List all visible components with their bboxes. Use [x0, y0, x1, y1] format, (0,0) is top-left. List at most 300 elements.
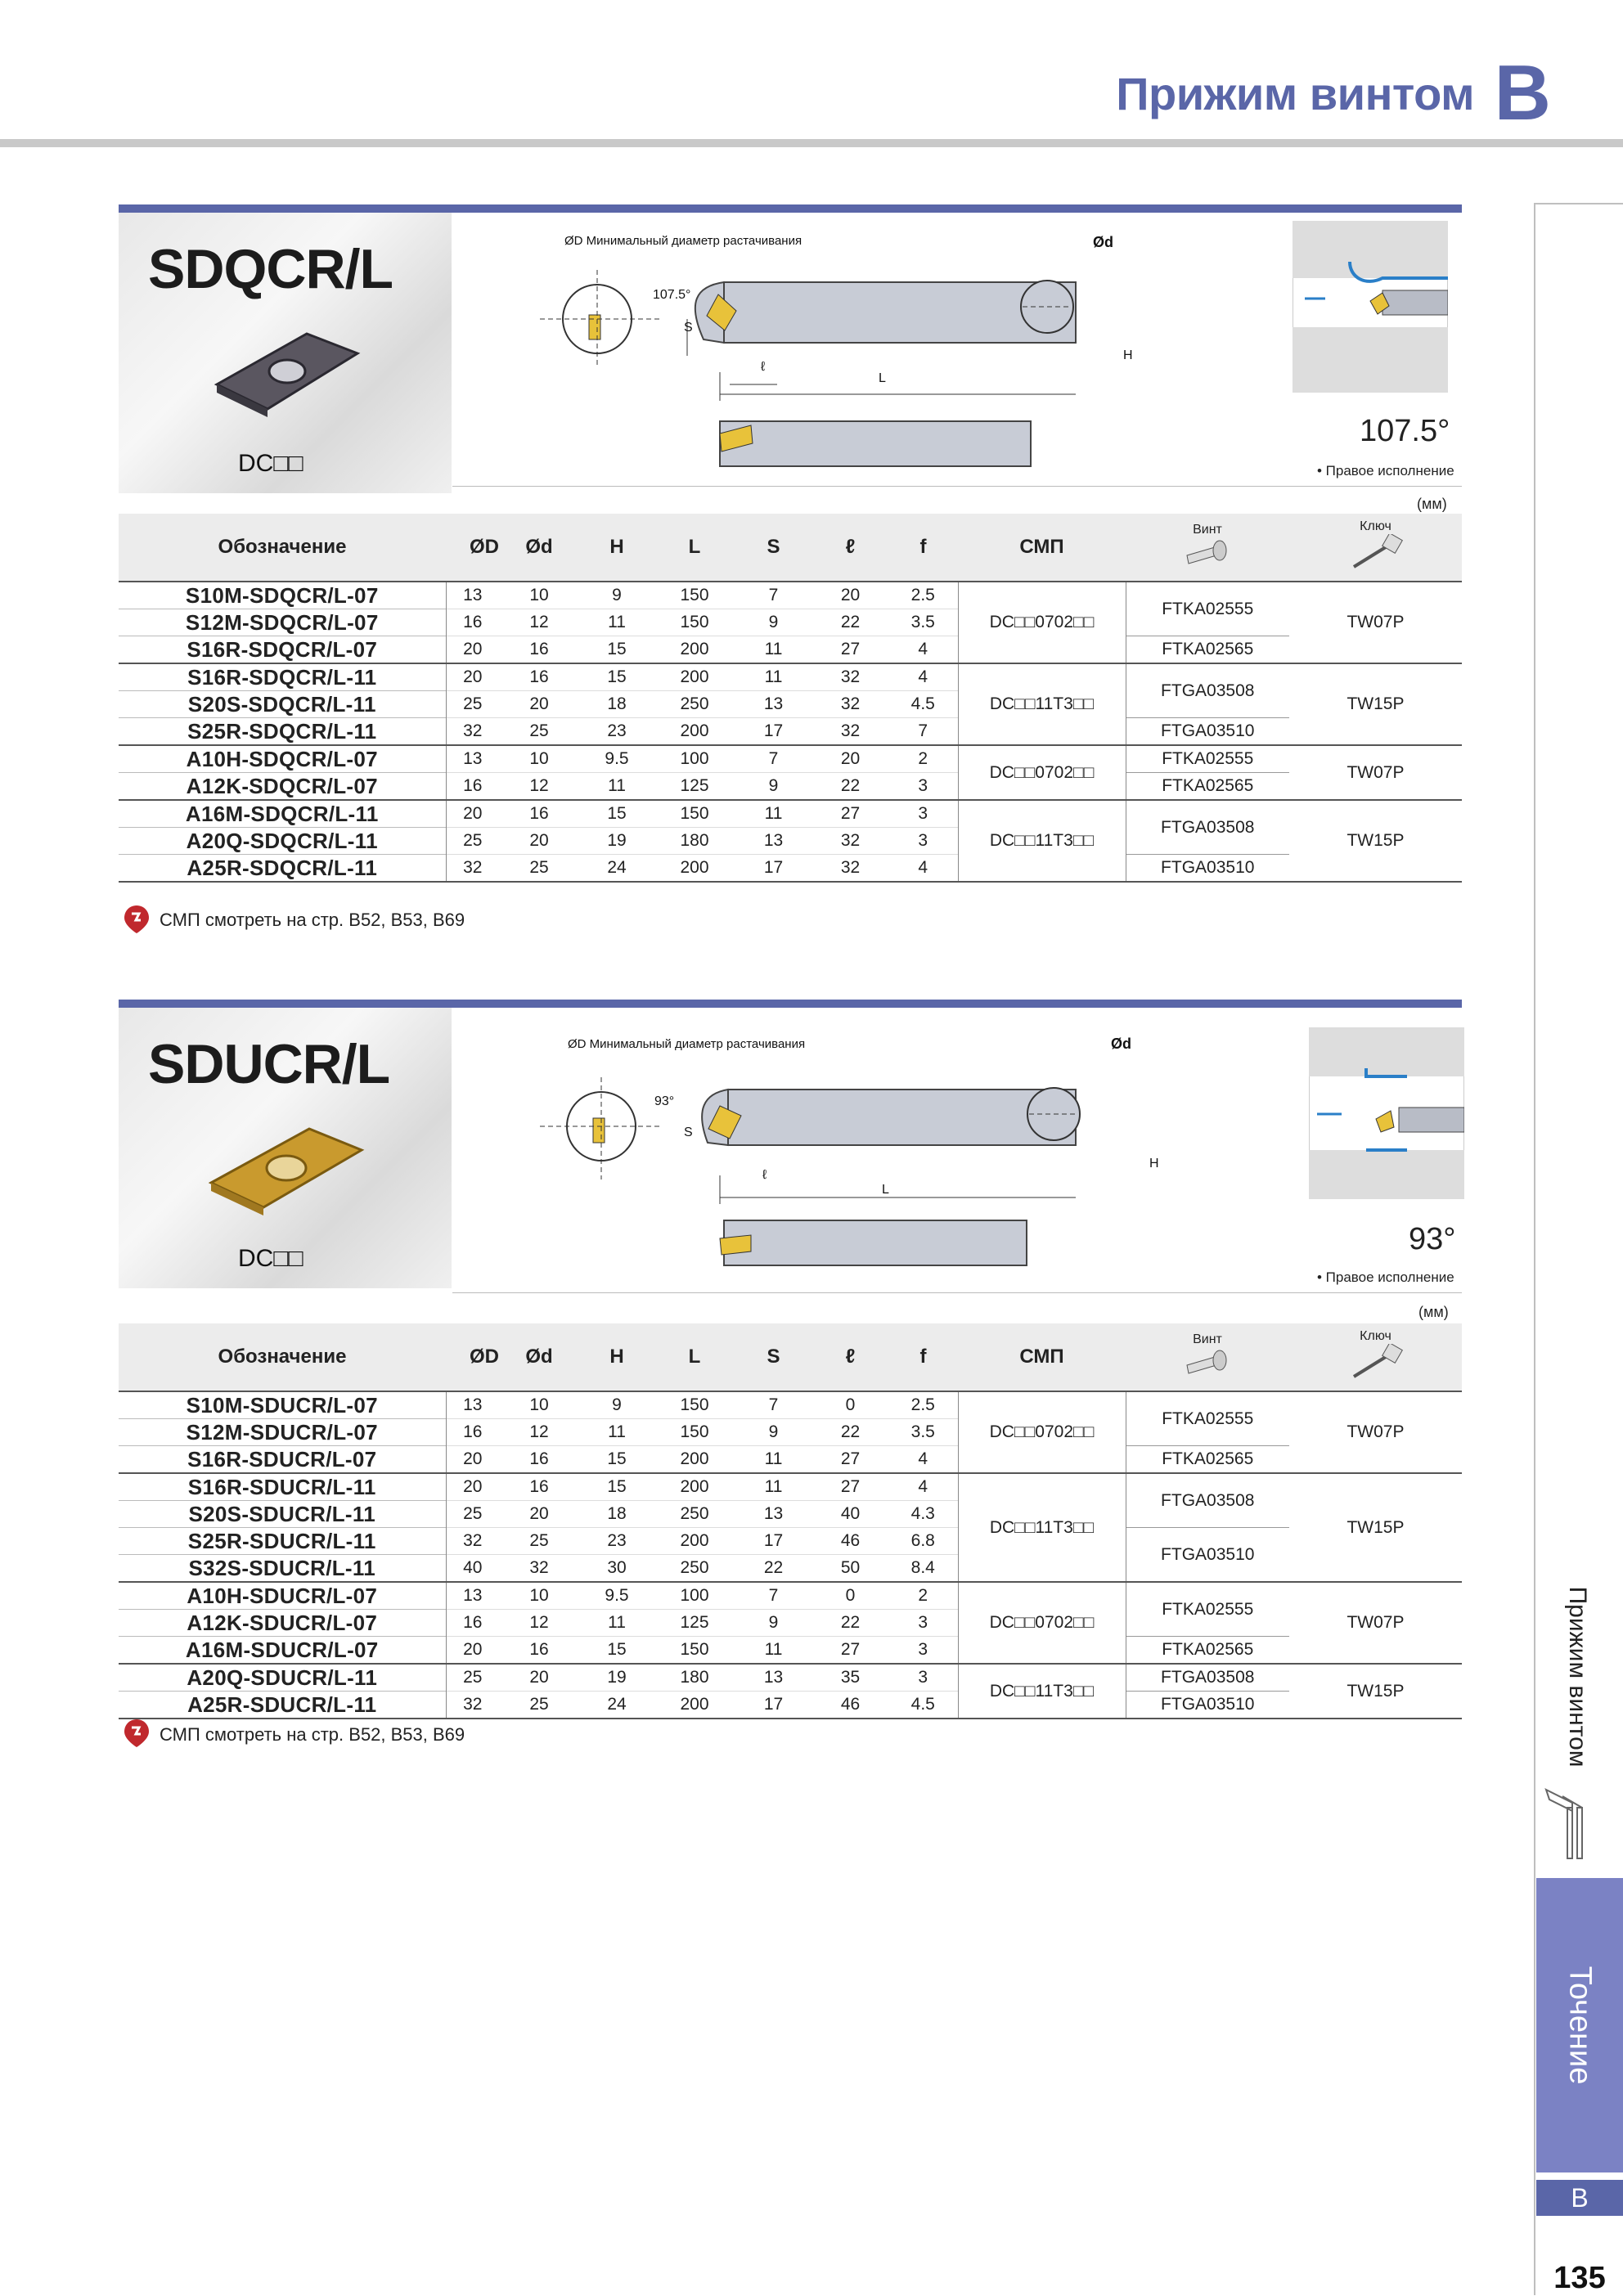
- value-cell: 20: [446, 800, 499, 828]
- designation-cell: A16M-SDQCR/L-11: [119, 800, 446, 828]
- value-cell: 11: [735, 636, 812, 664]
- value-cell: 200: [654, 1692, 735, 1719]
- value-cell: 13: [446, 582, 499, 609]
- insert-cell: DC□□0702□□: [958, 745, 1126, 800]
- value-cell: 200: [654, 718, 735, 746]
- value-cell: 22: [812, 1419, 888, 1446]
- dim-L: L: [882, 1183, 889, 1197]
- col-key: Ключ: [1289, 514, 1462, 582]
- value-cell: 125: [654, 1610, 735, 1637]
- designation-cell: A20Q-SDQCR/L-11: [119, 828, 446, 855]
- value-cell: 11: [735, 800, 812, 828]
- value-cell: 25: [499, 1528, 579, 1555]
- note-pin-icon: [123, 904, 151, 935]
- value-cell: 15: [579, 800, 654, 828]
- spec-table: [119, 514, 1462, 883]
- value-cell: 9.5: [579, 1582, 654, 1610]
- value-cell: 13: [735, 828, 812, 855]
- table-row: [119, 1692, 1462, 1719]
- value-cell: 10: [499, 1391, 579, 1419]
- table-row: [119, 1391, 1462, 1419]
- value-cell: 24: [579, 1692, 654, 1719]
- value-cell: 11: [735, 663, 812, 691]
- value-cell: 22: [812, 773, 888, 801]
- value-cell: 13: [735, 691, 812, 718]
- col-insert: СМП: [958, 514, 1126, 582]
- value-cell: 46: [812, 1692, 888, 1719]
- value-cell: 22: [735, 1555, 812, 1583]
- min-bore-label: ØD Минимальный диаметр растачивания: [568, 1037, 806, 1051]
- col-d: Ød: [499, 1323, 579, 1391]
- value-cell: 4.3: [888, 1501, 958, 1528]
- insert-cell: DC□□11T3□□: [958, 1473, 1126, 1582]
- value-cell: 20: [446, 1637, 499, 1665]
- dim-H: H: [1123, 348, 1133, 362]
- boring-bar-icon: [1540, 1783, 1589, 1865]
- value-cell: 16: [446, 773, 499, 801]
- designation-cell: A10H-SDUCR/L-07: [119, 1582, 446, 1610]
- designation-cell: S10M-SDQCR/L-07: [119, 582, 446, 609]
- value-cell: 3: [888, 1610, 958, 1637]
- value-cell: 20: [446, 663, 499, 691]
- page-title: Прижим винтом: [1116, 68, 1474, 119]
- col-designation: Обозначение: [119, 514, 446, 582]
- value-cell: 4.5: [888, 691, 958, 718]
- value-cell: 11: [735, 1637, 812, 1665]
- col-f: f: [888, 1323, 958, 1391]
- value-cell: 200: [654, 855, 735, 883]
- value-cell: 32: [812, 718, 888, 746]
- insert-code: DC□□: [238, 450, 303, 477]
- page-reference-note: СМП смотреть на стр. B52, B53, B69: [160, 910, 465, 930]
- table-row: [119, 718, 1462, 746]
- value-cell: 17: [735, 855, 812, 883]
- value-cell: 200: [654, 663, 735, 691]
- value-cell: 16: [446, 1610, 499, 1637]
- col-L: L: [654, 514, 735, 582]
- col-H: H: [579, 1323, 654, 1391]
- col-L: L: [654, 1323, 735, 1391]
- value-cell: 27: [812, 1637, 888, 1665]
- col-H: H: [579, 514, 654, 582]
- value-cell: 7: [735, 1582, 812, 1610]
- col-key: Ключ: [1289, 1323, 1462, 1391]
- page-number: 135: [1553, 2261, 1606, 2295]
- screw-cell: FTGA03508: [1126, 800, 1289, 855]
- value-cell: 25: [499, 718, 579, 746]
- value-cell: 32: [446, 718, 499, 746]
- table-row: [119, 663, 1462, 691]
- value-cell: 8.4: [888, 1555, 958, 1583]
- screw-cell: FTKA02565: [1126, 1637, 1289, 1665]
- col-designation: Обозначение: [119, 1323, 446, 1391]
- value-cell: 16: [499, 663, 579, 691]
- angle-label: 107.5°: [1360, 414, 1450, 448]
- screw-cell: FTKA02555: [1126, 745, 1289, 773]
- dim-L: L: [879, 371, 886, 385]
- key-icon: [1347, 534, 1405, 570]
- units-label: (мм): [1418, 1304, 1449, 1320]
- designation-cell: A12K-SDUCR/L-07: [119, 1610, 446, 1637]
- value-cell: 200: [654, 1528, 735, 1555]
- value-cell: 30: [579, 1555, 654, 1583]
- dim-s: S: [684, 1126, 693, 1139]
- value-cell: 32: [812, 663, 888, 691]
- section-bar: [119, 1000, 1462, 1008]
- value-cell: 2.5: [888, 582, 958, 609]
- value-cell: 15: [579, 636, 654, 664]
- value-cell: 32: [812, 828, 888, 855]
- screw-icon: [1179, 1347, 1236, 1377]
- designation-cell: S16R-SDQCR/L-11: [119, 663, 446, 691]
- value-cell: 17: [735, 1692, 812, 1719]
- table-row: [119, 1637, 1462, 1665]
- table-row: [119, 1528, 1462, 1555]
- key-cell: TW15P: [1289, 663, 1462, 745]
- value-cell: 35: [812, 1664, 888, 1692]
- value-cell: 6.8: [888, 1528, 958, 1555]
- value-cell: 13: [735, 1501, 812, 1528]
- insert-image: [209, 327, 364, 417]
- value-cell: 18: [579, 691, 654, 718]
- value-cell: 27: [812, 636, 888, 664]
- section-bar: [119, 204, 1462, 213]
- table-row: [119, 745, 1462, 773]
- rail-top-rule: [1534, 203, 1623, 204]
- value-cell: 40: [812, 1501, 888, 1528]
- value-cell: 180: [654, 1664, 735, 1692]
- value-cell: 13: [446, 1582, 499, 1610]
- right-hand-label: • Правое исполнение: [1317, 463, 1454, 479]
- value-cell: 250: [654, 1501, 735, 1528]
- value-cell: 3: [888, 1664, 958, 1692]
- value-cell: 23: [579, 718, 654, 746]
- insert-cell: DC□□11T3□□: [958, 1664, 1126, 1719]
- designation-cell: A16M-SDUCR/L-07: [119, 1637, 446, 1665]
- col-l: ℓ: [812, 1323, 888, 1391]
- value-cell: 12: [499, 1419, 579, 1446]
- value-cell: 3: [888, 1637, 958, 1665]
- shank-label: Ød: [1093, 234, 1113, 250]
- value-cell: 19: [579, 1664, 654, 1692]
- value-cell: 7: [735, 1391, 812, 1419]
- value-cell: 32: [446, 1692, 499, 1719]
- key-cell: TW15P: [1289, 800, 1462, 882]
- screw-cell: FTKA02565: [1126, 636, 1289, 664]
- value-cell: 9: [579, 582, 654, 609]
- dim-l-small: ℓ: [761, 360, 766, 374]
- key-cell: TW07P: [1289, 582, 1462, 663]
- table-row: [119, 800, 1462, 828]
- value-cell: 13: [446, 1391, 499, 1419]
- rail-section-tab[interactable]: Точение: [1536, 1878, 1623, 2172]
- product-name: SDUCR/L: [148, 1033, 390, 1095]
- value-cell: 32: [812, 691, 888, 718]
- key-icon: [1347, 1344, 1405, 1380]
- diagram-angle: 93°: [654, 1094, 675, 1108]
- designation-cell: S12M-SDUCR/L-07: [119, 1419, 446, 1446]
- value-cell: 150: [654, 609, 735, 636]
- value-cell: 100: [654, 745, 735, 773]
- designation-cell: S32S-SDUCR/L-11: [119, 1555, 446, 1583]
- value-cell: 2: [888, 1582, 958, 1610]
- value-cell: 9: [579, 1391, 654, 1419]
- units-label: (мм): [1417, 496, 1447, 512]
- designation-cell: S12M-SDQCR/L-07: [119, 609, 446, 636]
- rail-divider: [1534, 203, 1535, 2295]
- screw-cell: FTGA03508: [1126, 663, 1289, 718]
- key-cell: TW15P: [1289, 1473, 1462, 1582]
- designation-cell: S25R-SDQCR/L-11: [119, 718, 446, 746]
- table-row: [119, 1473, 1462, 1501]
- value-cell: 3: [888, 828, 958, 855]
- value-cell: 3.5: [888, 1419, 958, 1446]
- value-cell: 16: [499, 800, 579, 828]
- insert-code: DC□□: [238, 1245, 303, 1272]
- value-cell: 9: [735, 609, 812, 636]
- col-D: ØD: [446, 1323, 499, 1391]
- value-cell: 10: [499, 582, 579, 609]
- insert-cell: DC□□0702□□: [958, 1391, 1126, 1473]
- screw-cell: FTGA03508: [1126, 1664, 1289, 1692]
- value-cell: 10: [499, 1582, 579, 1610]
- value-cell: 150: [654, 1391, 735, 1419]
- value-cell: 4.5: [888, 1692, 958, 1719]
- page-reference-note: СМП смотреть на стр. B52, B53, B69: [160, 1724, 465, 1745]
- value-cell: 25: [499, 1692, 579, 1719]
- insert-cell: DC□□11T3□□: [958, 800, 1126, 882]
- header-rule: [0, 139, 1623, 147]
- value-cell: 200: [654, 636, 735, 664]
- table-row: [119, 636, 1462, 664]
- value-cell: 13: [446, 745, 499, 773]
- min-bore-label: ØD Минимальный диаметр растачивания: [564, 234, 803, 248]
- value-cell: 150: [654, 800, 735, 828]
- value-cell: 20: [812, 745, 888, 773]
- value-cell: 9.5: [579, 745, 654, 773]
- col-S: S: [735, 514, 812, 582]
- designation-cell: S20S-SDUCR/L-11: [119, 1501, 446, 1528]
- designation-cell: S25R-SDUCR/L-11: [119, 1528, 446, 1555]
- screw-cell: FTGA03510: [1126, 855, 1289, 883]
- right-hand-label: • Правое исполнение: [1317, 1269, 1454, 1285]
- value-cell: 20: [812, 582, 888, 609]
- value-cell: 16: [446, 1419, 499, 1446]
- designation-cell: A12K-SDQCR/L-07: [119, 773, 446, 801]
- value-cell: 150: [654, 582, 735, 609]
- table-row: [119, 855, 1462, 883]
- value-cell: 250: [654, 691, 735, 718]
- note-pin-icon: [123, 1718, 151, 1749]
- value-cell: 12: [499, 609, 579, 636]
- divider: [452, 486, 1462, 487]
- diagram-angle: 107.5°: [653, 288, 691, 302]
- value-cell: 20: [499, 691, 579, 718]
- table-row: [119, 773, 1462, 801]
- value-cell: 0: [812, 1391, 888, 1419]
- designation-cell: S10M-SDUCR/L-07: [119, 1391, 446, 1419]
- value-cell: 200: [654, 1473, 735, 1501]
- value-cell: 20: [446, 1473, 499, 1501]
- col-insert: СМП: [958, 1323, 1126, 1391]
- screw-icon: [1179, 537, 1236, 567]
- key-cell: TW07P: [1289, 1582, 1462, 1664]
- value-cell: 4: [888, 636, 958, 664]
- value-cell: 27: [812, 800, 888, 828]
- value-cell: 24: [579, 855, 654, 883]
- col-f: f: [888, 514, 958, 582]
- screw-cell: FTGA03508: [1126, 1473, 1289, 1528]
- designation-cell: A25R-SDUCR/L-11: [119, 1692, 446, 1719]
- col-screw: Винт: [1126, 1323, 1289, 1391]
- value-cell: 180: [654, 828, 735, 855]
- dim-s: S: [684, 321, 693, 335]
- screw-cell: FTGA03510: [1126, 1528, 1289, 1583]
- product-box: [119, 213, 452, 493]
- value-cell: 100: [654, 1582, 735, 1610]
- value-cell: 4: [888, 1473, 958, 1501]
- value-cell: 150: [654, 1419, 735, 1446]
- value-cell: 11: [579, 1419, 654, 1446]
- designation-cell: S16R-SDQCR/L-07: [119, 636, 446, 664]
- value-cell: 11: [579, 609, 654, 636]
- value-cell: 17: [735, 1528, 812, 1555]
- value-cell: 17: [735, 718, 812, 746]
- value-cell: 32: [812, 855, 888, 883]
- value-cell: 32: [446, 1528, 499, 1555]
- value-cell: 7: [735, 582, 812, 609]
- insert-image: [205, 1122, 368, 1220]
- screw-cell: FTKA02565: [1126, 1446, 1289, 1474]
- value-cell: 0: [812, 1582, 888, 1610]
- value-cell: 7: [888, 718, 958, 746]
- value-cell: 15: [579, 1473, 654, 1501]
- value-cell: 22: [812, 609, 888, 636]
- value-cell: 20: [446, 1446, 499, 1474]
- value-cell: 25: [446, 691, 499, 718]
- insert-cell: DC□□0702□□: [958, 1582, 1126, 1664]
- value-cell: 16: [499, 1473, 579, 1501]
- value-cell: 11: [579, 1610, 654, 1637]
- insert-cell: DC□□11T3□□: [958, 663, 1126, 745]
- value-cell: 25: [446, 1501, 499, 1528]
- value-cell: 40: [446, 1555, 499, 1583]
- table-row: [119, 582, 1462, 609]
- value-cell: 20: [499, 1501, 579, 1528]
- dim-l-small: ℓ: [762, 1168, 767, 1182]
- value-cell: 15: [579, 663, 654, 691]
- designation-cell: A10H-SDQCR/L-07: [119, 745, 446, 773]
- designation-cell: S20S-SDQCR/L-11: [119, 691, 446, 718]
- value-cell: 27: [812, 1446, 888, 1474]
- divider: [452, 1292, 1462, 1293]
- value-cell: 11: [579, 773, 654, 801]
- value-cell: 20: [499, 1664, 579, 1692]
- value-cell: 19: [579, 828, 654, 855]
- value-cell: 4: [888, 663, 958, 691]
- value-cell: 46: [812, 1528, 888, 1555]
- value-cell: 15: [579, 1637, 654, 1665]
- value-cell: 3: [888, 773, 958, 801]
- product-name: SDQCR/L: [148, 238, 393, 300]
- value-cell: 16: [499, 1637, 579, 1665]
- value-cell: 20: [499, 828, 579, 855]
- value-cell: 9: [735, 773, 812, 801]
- table-row: [119, 1446, 1462, 1474]
- value-cell: 12: [499, 773, 579, 801]
- designation-cell: A25R-SDQCR/L-11: [119, 855, 446, 883]
- value-cell: 125: [654, 773, 735, 801]
- key-cell: TW15P: [1289, 1664, 1462, 1719]
- value-cell: 4: [888, 1446, 958, 1474]
- value-cell: 50: [812, 1555, 888, 1583]
- dim-H: H: [1149, 1157, 1159, 1170]
- key-cell: TW07P: [1289, 1391, 1462, 1473]
- insert-cell: DC□□0702□□: [958, 582, 1126, 663]
- screw-cell: FTKA02555: [1126, 1582, 1289, 1637]
- product-box: [119, 1008, 452, 1288]
- col-screw: Винт: [1126, 514, 1289, 582]
- table-row: [119, 1664, 1462, 1692]
- value-cell: 25: [499, 855, 579, 883]
- col-D: ØD: [446, 514, 499, 582]
- rail-side-label: Прижим винтом: [1564, 1586, 1591, 1768]
- value-cell: 25: [446, 828, 499, 855]
- value-cell: 15: [579, 1446, 654, 1474]
- value-cell: 4: [888, 855, 958, 883]
- screw-cell: FTGA03510: [1126, 1692, 1289, 1719]
- value-cell: 20: [446, 636, 499, 664]
- designation-cell: A20Q-SDUCR/L-11: [119, 1664, 446, 1692]
- designation-cell: S16R-SDUCR/L-07: [119, 1446, 446, 1474]
- value-cell: 2.5: [888, 1391, 958, 1419]
- value-cell: 9: [735, 1419, 812, 1446]
- section-letter: B: [1494, 49, 1551, 137]
- boring-illustration: [1309, 1027, 1464, 1199]
- value-cell: 11: [735, 1446, 812, 1474]
- value-cell: 3: [888, 800, 958, 828]
- value-cell: 22: [812, 1610, 888, 1637]
- designation-cell: S16R-SDUCR/L-11: [119, 1473, 446, 1501]
- value-cell: 25: [446, 1664, 499, 1692]
- value-cell: 150: [654, 1637, 735, 1665]
- value-cell: 250: [654, 1555, 735, 1583]
- value-cell: 23: [579, 1528, 654, 1555]
- value-cell: 16: [499, 636, 579, 664]
- value-cell: 18: [579, 1501, 654, 1528]
- value-cell: 2: [888, 745, 958, 773]
- value-cell: 3.5: [888, 609, 958, 636]
- spec-table: [119, 1323, 1462, 1719]
- value-cell: 16: [499, 1446, 579, 1474]
- value-cell: 11: [735, 1473, 812, 1501]
- boring-illustration: [1293, 221, 1448, 393]
- value-cell: 13: [735, 1664, 812, 1692]
- value-cell: 32: [499, 1555, 579, 1583]
- col-l: ℓ: [812, 514, 888, 582]
- value-cell: 16: [446, 609, 499, 636]
- table-row: [119, 1582, 1462, 1610]
- screw-cell: FTKA02555: [1126, 582, 1289, 636]
- rail-letter-tab[interactable]: B: [1536, 2180, 1623, 2216]
- value-cell: 27: [812, 1473, 888, 1501]
- tool-drawing: [540, 229, 1096, 483]
- screw-cell: FTGA03510: [1126, 718, 1289, 746]
- value-cell: 12: [499, 1610, 579, 1637]
- col-d: Ød: [499, 514, 579, 582]
- screw-cell: FTKA02555: [1126, 1391, 1289, 1446]
- value-cell: 9: [735, 1610, 812, 1637]
